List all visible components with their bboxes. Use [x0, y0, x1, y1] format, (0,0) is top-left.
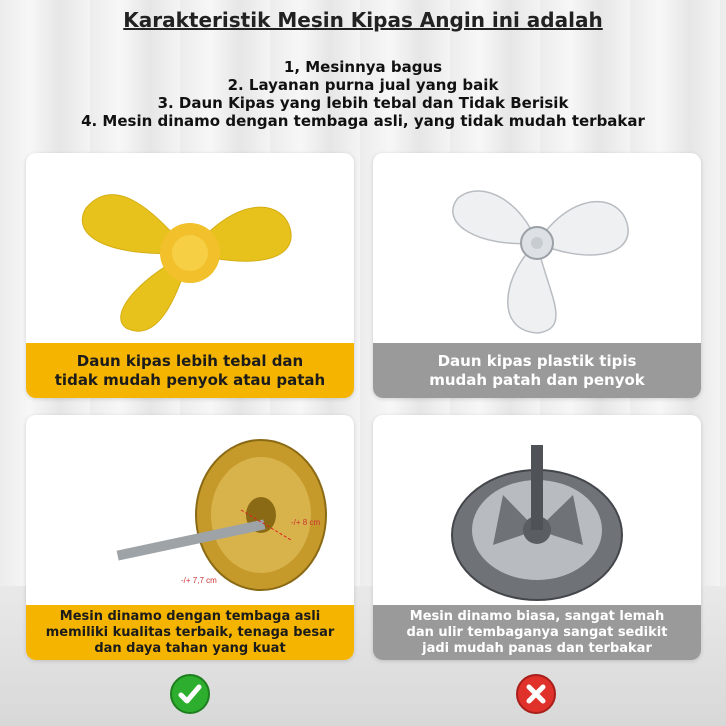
yellow-fan-blade-image: [26, 153, 354, 343]
caption-bad-motor: Mesin dinamo biasa, sangat lemah dan ulir tembaganya sangat sedikit jadi mudah panas dan terbakar: [373, 605, 701, 660]
caption-good-blade: Daun kipas lebih tebal dan tidak mudah penyok atau patah: [26, 343, 354, 398]
measure-label-77cm: -/+ 7,7 cm: [181, 576, 217, 585]
page-title: Karakteristik Mesin Kipas Angin ini adalah: [123, 8, 603, 32]
cross-icon: [516, 674, 556, 714]
clear-fan-blade-image: [373, 153, 701, 343]
caption-good-motor: Mesin dinamo dengan tembaga asli memiliki kualitas terbaik, tenaga besar dan daya tahan yang kuat: [26, 605, 354, 660]
feature-list: [0, 58, 726, 130]
card-thick-blade: [26, 153, 354, 398]
feature-item: 2. Layanan purna jual yang baik: [227, 76, 499, 94]
card-copper-motor: [26, 415, 354, 660]
feature-item: 1, Mesinnya bagus: [283, 58, 443, 76]
feature-item: 4. Mesin dinamo dengan tembaga asli, yang tidak mudah terbakar: [81, 112, 645, 130]
caption-bad-blade: Daun kipas plastik tipis mudah patah dan penyok: [373, 343, 701, 398]
check-icon: [170, 674, 210, 714]
feature-item: 3. Daun Kipas yang lebih tebal dan Tidak Berisik: [157, 94, 569, 112]
card-regular-motor: [373, 415, 701, 660]
regular-motor-image: [373, 415, 701, 605]
measure-label-8cm: -/+ 8 cm: [291, 518, 321, 527]
copper-motor-image: [26, 415, 354, 605]
card-thin-blade: [373, 153, 701, 398]
